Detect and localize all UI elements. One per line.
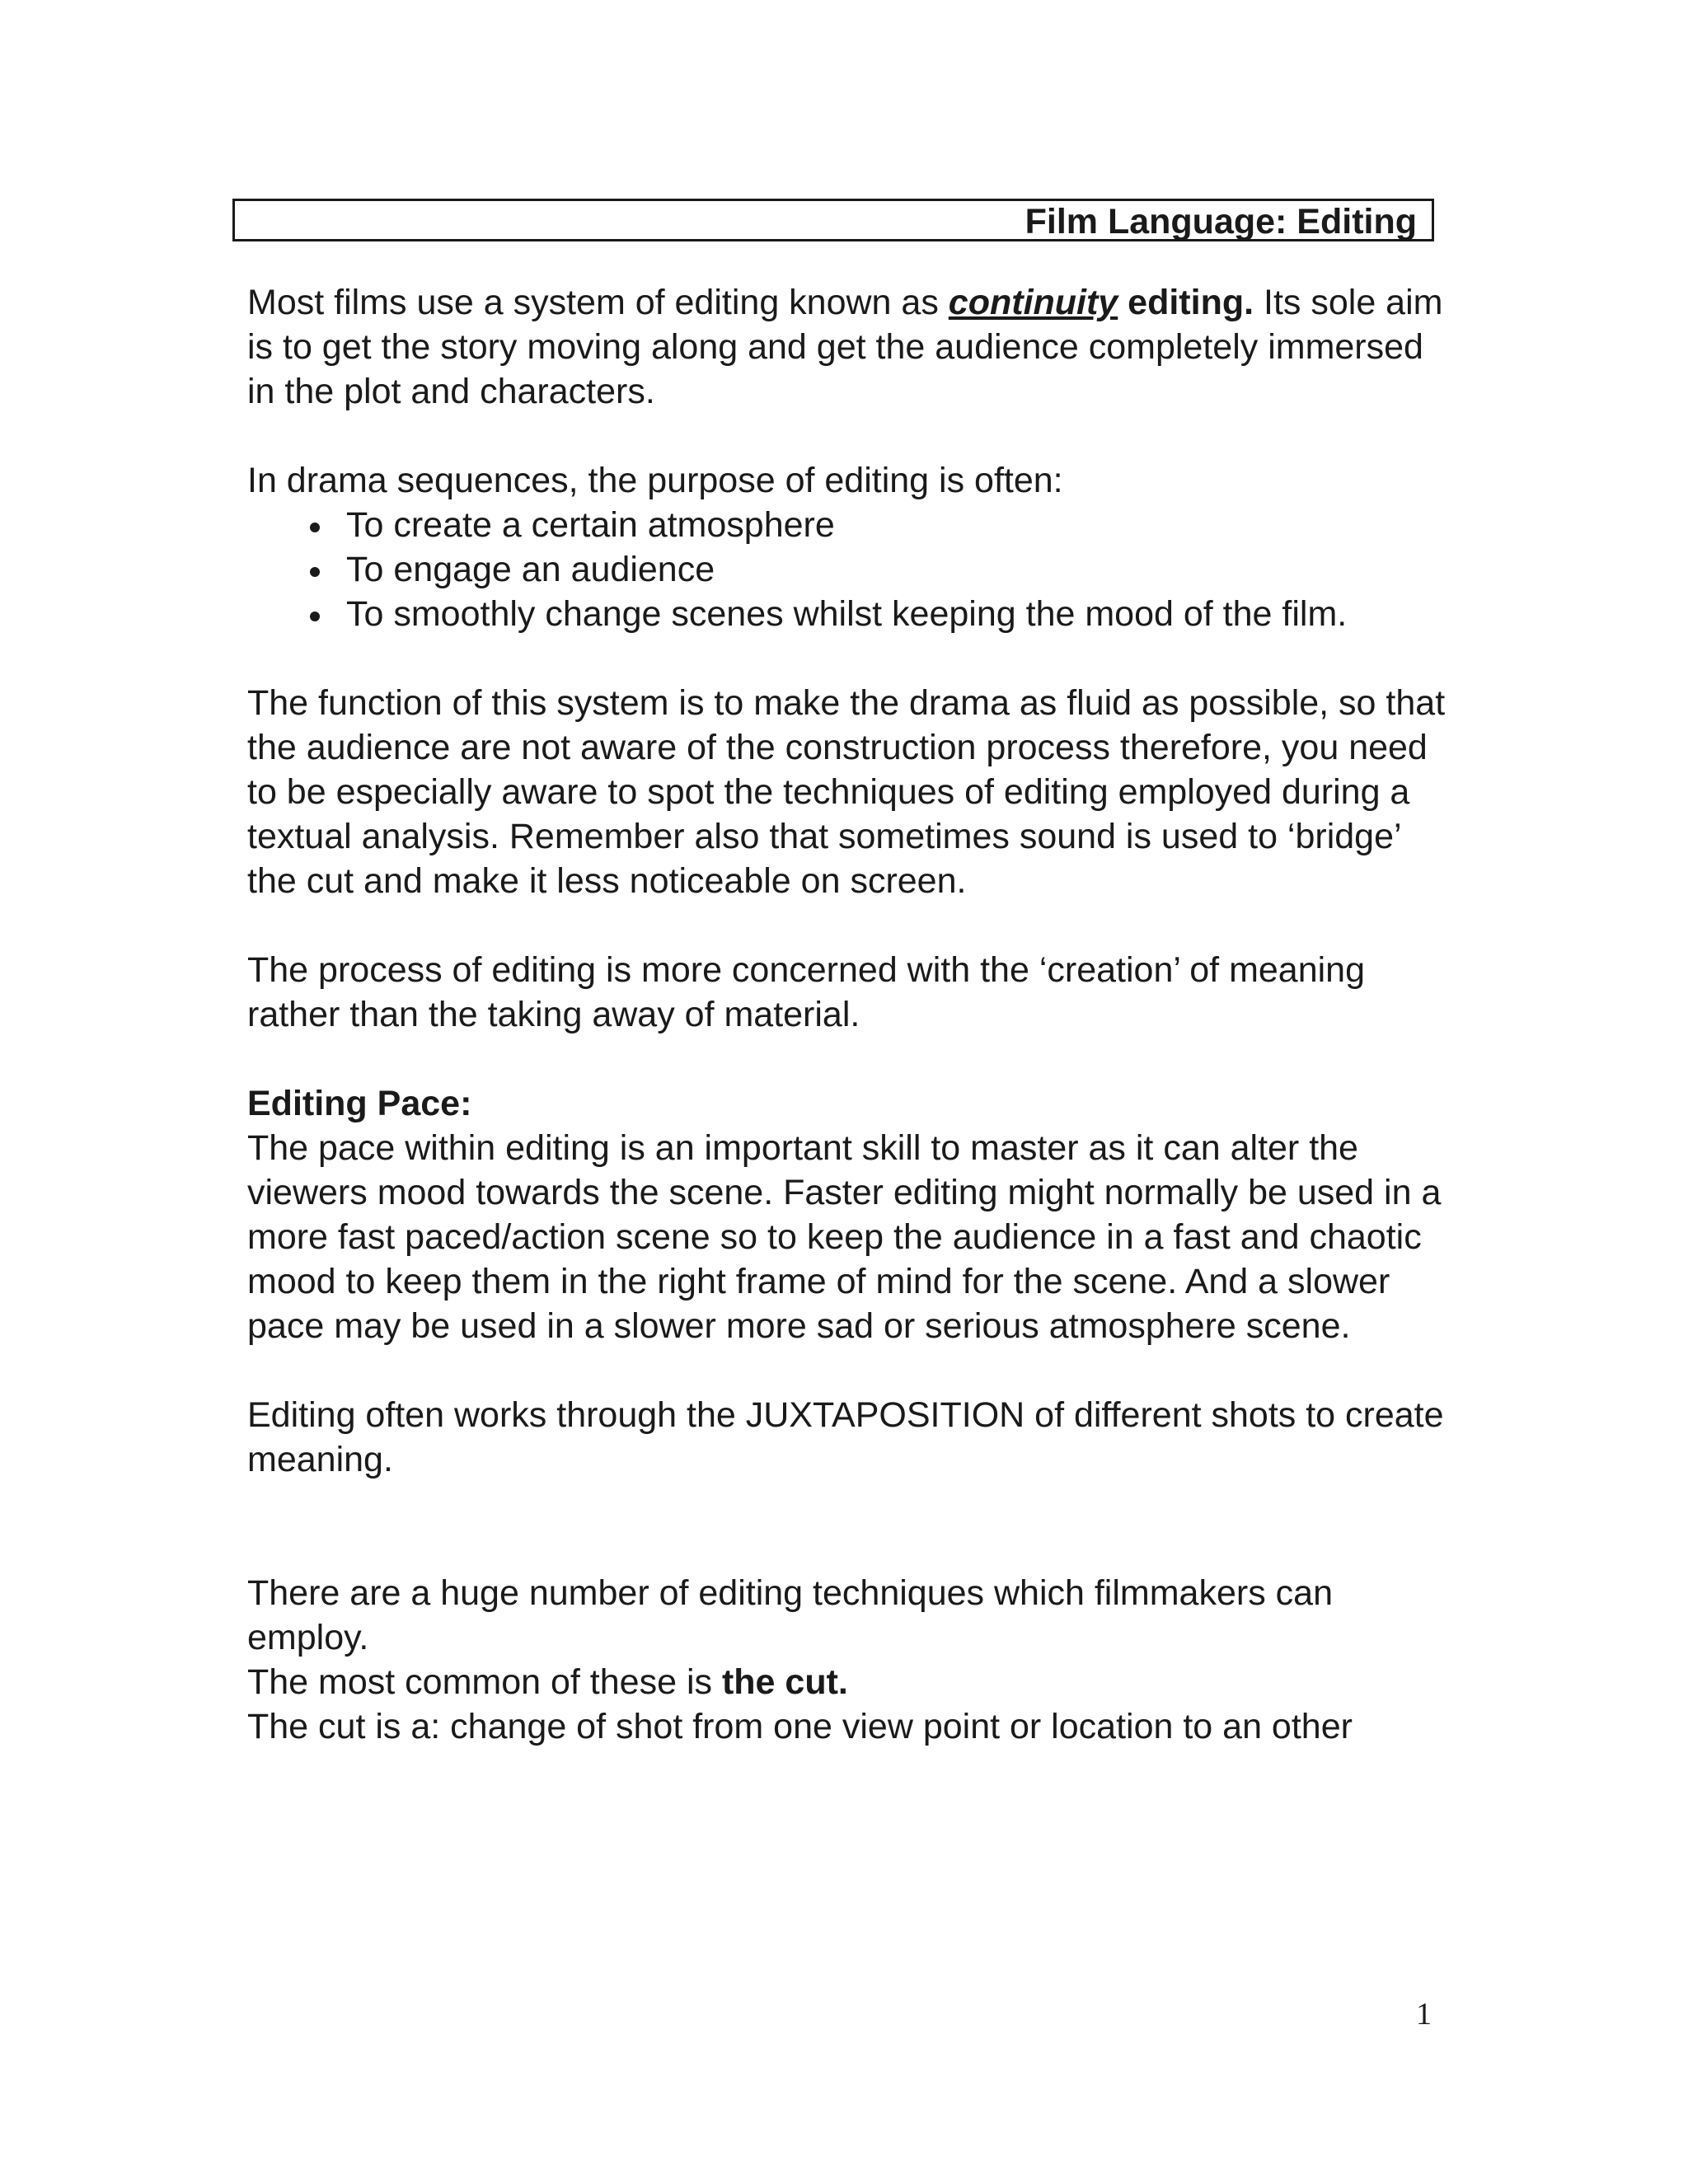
pace-heading: Editing Pace: — [247, 1084, 472, 1123]
pace-paragraph: The pace within editing is an important skill to master as it can alter the viewers mood towards the scene. Faster editing might normally be used in a more fast paced/action scene so to keep the audience in a fast and chaotic mood to keep them in the right frame of mind for the scene. And a slower pace may be used in a slower more sad or serious atmosphere scene. — [247, 1128, 1442, 1346]
spacer — [247, 1037, 1451, 1081]
bullet-icon — [310, 567, 320, 577]
list-item — [247, 592, 1451, 636]
intro-paragraph — [247, 280, 1451, 414]
list-item — [247, 503, 1451, 547]
editing-bold: editing. — [1118, 283, 1254, 322]
bullet-icon — [310, 612, 320, 621]
title-box — [232, 199, 1434, 241]
common-technique-line — [247, 1660, 1451, 1704]
spacer — [247, 636, 1451, 681]
list-item — [247, 547, 1451, 592]
techniques-line: There are a huge number of editing techniques which filmmakers can employ. — [247, 1573, 1333, 1657]
spacer — [247, 903, 1451, 948]
purpose-list — [247, 503, 1451, 636]
spacer — [247, 1482, 1451, 1571]
list-item-text: To create a certain atmosphere — [346, 505, 835, 545]
spacer — [247, 1348, 1451, 1393]
the-cut-bold: the cut. — [721, 1662, 848, 1702]
cut-definition: The cut is a: change of shot from one view point or location to an other — [247, 1707, 1353, 1746]
bullet-icon — [310, 523, 320, 532]
juxtaposition-paragraph: Editing often works through the JUXTAPOSITION of different shots to create meaning. — [247, 1395, 1444, 1479]
document-body — [247, 280, 1451, 1749]
page-title: Film Language: Editing — [1025, 202, 1417, 241]
process-paragraph: The process of editing is more concerned with the ‘creation’ of meaning rather than the taking away of material. — [247, 950, 1366, 1034]
continuity-emphasis: continuity — [948, 283, 1118, 322]
spacer — [247, 414, 1451, 458]
list-item-text: To smoothly change scenes whilst keeping the mood of the film. — [346, 594, 1348, 634]
page-number: 1 — [1416, 1997, 1432, 2032]
common-technique-text: The most common of these is — [247, 1662, 722, 1702]
intro-text-start: Most films use a system of editing known as — [247, 283, 949, 322]
drama-lead: In drama sequences, the purpose of editing is often: — [247, 461, 1063, 500]
list-item-text: To engage an audience — [346, 550, 715, 589]
intro-text-end: Its sole aim is to get the story moving along and get the audience completely immersed in the plot and characters. — [247, 283, 1443, 411]
function-paragraph: The function of this system is to make the drama as fluid as possible, so that the audience are not aware of the construction process therefore, you need to be especially aware to spot the techniques of editing employed during a textual analysis. Remember also that sometimes sound is used to ‘bridge’ the cut and make it less noticeable on screen. — [247, 683, 1446, 901]
